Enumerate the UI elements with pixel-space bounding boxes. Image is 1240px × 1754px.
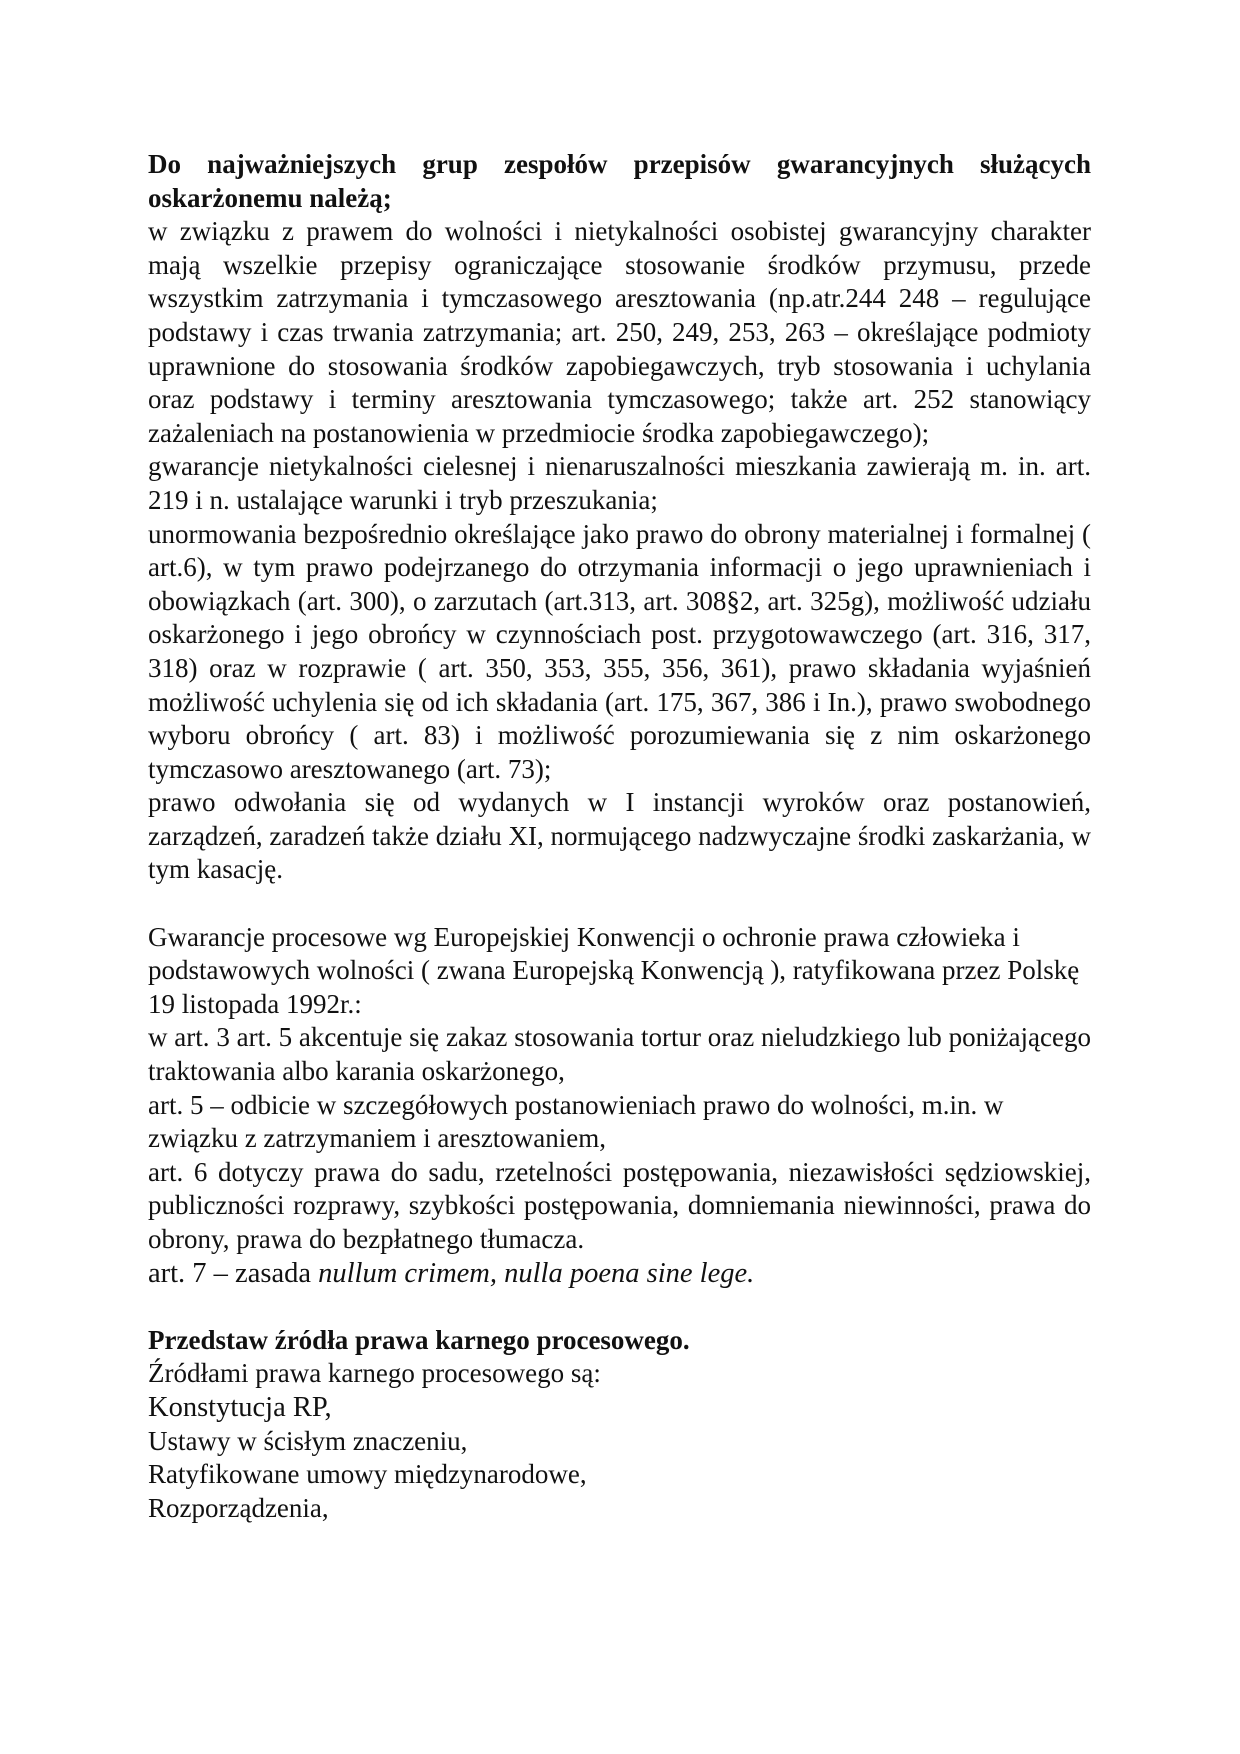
source-item: Ratyfikowane umowy międzynarodowe, <box>148 1459 587 1490</box>
art7-latin-maxim: nullum crimem, nulla poena sine lege. <box>318 1257 755 1289</box>
paragraph-echr-art6: art. 6 dotyczy prawa do sadu, rzetelności postępowania, niezawisłości sędziowskiej, publiczności rozprawy, szybkości postępowania, domniemania niewinności, prawa do obrony, prawa do bezpłatnego tłumacza. <box>148 1156 1091 1254</box>
paragraph-echr-art7 <box>148 1257 1091 1291</box>
section-heading-sources: Przedstaw źródła prawa karnego procesowego. <box>148 1324 690 1355</box>
paragraph-echr-art3: w art. 3 art. 5 akcentuje się zakaz stosowania tortur oraz nieludzkiego lub poniżającego traktowania albo karania oskarżonego, <box>148 1022 1091 1087</box>
source-item: Konstytucja RP, <box>148 1391 332 1423</box>
paragraph-echr-intro: Gwarancje procesowe wg Europejskiej Konwencji o ochronie prawa człowieka i podstawowych wolności ( zwana Europejską Konwencją ), ratyfikowana przez Polskę 19 listopada 1992r.: <box>148 921 1080 1019</box>
paragraph-bodily-integrity: gwarancje nietykalności cielesnej i nienaruszalności mieszkania zawierają m. in. art. 219 i n. ustalające warunki i tryb przeszukania; <box>148 451 1091 515</box>
art7-prefix: art. 7 – zasada <box>148 1257 319 1289</box>
sources-intro: Źródłami prawa karnego procesowego są: <box>148 1358 601 1389</box>
paragraph-right-to-appeal: prawo odwołania się od wydanych w I instancji wyroków oraz postanowień, zarządzeń, zaradzeń także działu XI, normującego nadzwyczajne środki zaskarżania, w tym kasację. <box>148 787 1091 885</box>
paragraph-right-to-defence: unormowania bezpośrednio określające jako prawo do obrony materialnej i formalnej ( art.6), w tym prawo podejrzanego do otrzymania informacji o jego uprawnieniach i obowiązkach (art. 300), o zarzutach (art.313, art. 308§2, art. 325g), możliwość udziału oskarżonego i jego obrońcy w czynnościach post. przygotowawczego (art. 316, 317, 318) oraz w rozprawie ( art. 350, 353, 355, 356, 361), prawo składania wyjaśnień możliwość uchylenia się od ich składania (art. 175, 367, 386 i In.), prawo swobodnego wyboru obrońcy ( art. 83) i możliwość porozumiewania się z nim oskarżonego tymczasowo aresztowanego (art. 73); <box>148 518 1091 784</box>
section-heading-guarantees: Do najważniejszych grup zespołów przepisów gwarancyjnych służących oskarżonemu należą; <box>148 149 1091 213</box>
spacer <box>148 887 1091 921</box>
source-item: Rozporządzenia, <box>148 1492 329 1523</box>
spacer <box>148 1290 1091 1324</box>
paragraph-personal-freedom: w związku z prawem do wolności i nietykalności osobistej gwarancyjny charakter mają wszelkie przepisy ograniczające stosowanie środków przymusu, przede wszystkim zatrzymania i tymczasowego aresztowania (np.atr.244 248 – regulujące podstawy i czas trwania zatrzymania; art. 250, 249, 253, 263 – określające podmioty uprawnione do stosowania środków zapobiegawczych, tryb stosowania i uchylania oraz podstawy i terminy aresztowania tymczasowego; także art. 252 stanowiący zażaleniach na postanowienia w przedmiocie środka zapobiegawczego); <box>148 216 1091 448</box>
document-page <box>148 148 1091 1525</box>
source-item: Ustawy w ścisłym znaczeniu, <box>148 1425 468 1456</box>
paragraph-echr-art5: art. 5 – odbicie w szczegółowych postanowieniach prawo do wolności, m.in. w związku z zatrzymaniem i aresztowaniem, <box>148 1089 1004 1154</box>
